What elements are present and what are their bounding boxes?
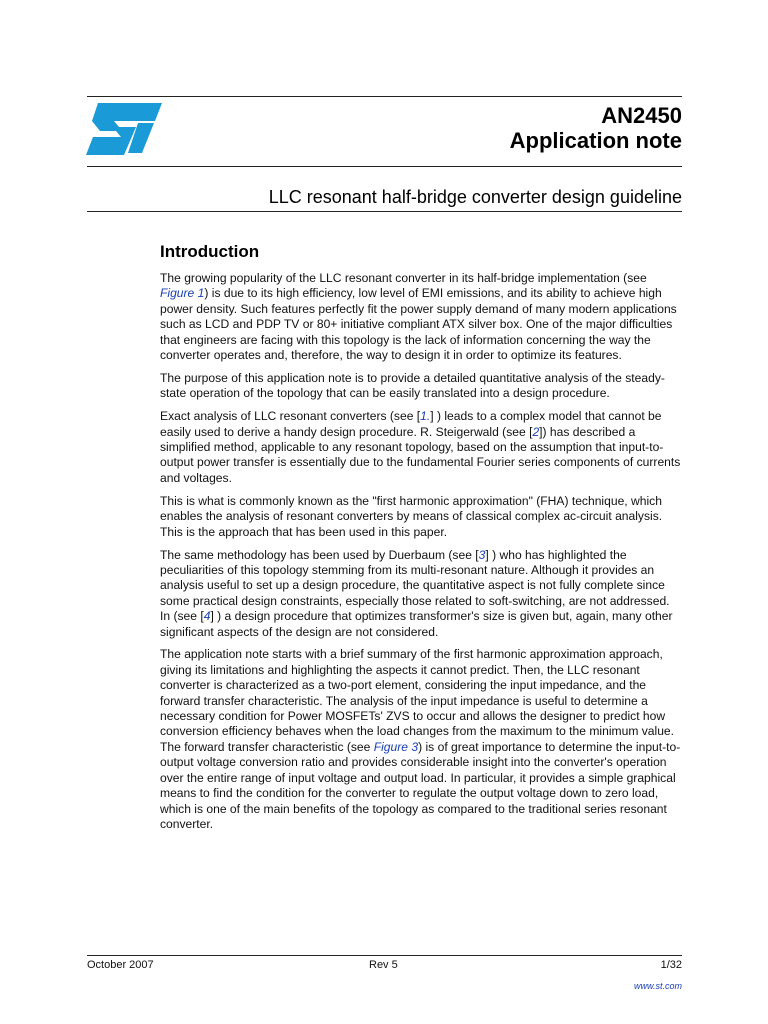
figure-1-link[interactable]: Figure 1 — [160, 286, 205, 301]
document-title: LLC resonant half-bridge converter design guideline — [268, 187, 682, 207]
footer-page-number: 1/32 — [660, 959, 682, 971]
footer-revision: Rev 5 — [369, 959, 398, 971]
paragraph-5: The same methodology has been used by Duerbaum (see [3] ) who has highlighted the peculiarities of this topology stemming from its multi-resonant nature. Although it provides an analysis useful to set up a design procedure, the quantitative aspect is not fully complete since some practical design constraints, especially those related to soft-switching, are not addressed. In (see [4] ) a design procedure that optimizes transformer's size is given but, again, many other significant aspects of the design are not considered. — [160, 547, 673, 639]
section-heading: Introduction — [160, 242, 260, 261]
paragraph-2: The purpose of this application note is to provide a detailed quantitative analysis of the steady-state operation of the topology that can be easily translated into a design procedure. — [160, 370, 665, 401]
intro-section — [160, 241, 682, 840]
st-logo-icon — [84, 101, 164, 157]
footer-date: October 2007 — [87, 959, 154, 971]
document-type: Application note — [509, 128, 682, 153]
figure-3-link[interactable]: Figure 3 — [373, 739, 419, 754]
title-rule — [87, 166, 682, 167]
paragraph-4: This is what is commonly known as the "first harmonic approximation" (FHA) technique, which enables the analysis of resonant converters by means of classical complex ac-circuit analysis. This is the approach that has been used in this paper. — [160, 493, 663, 539]
subtitle-rule — [87, 211, 682, 212]
reference-3-link[interactable]: 3 — [478, 547, 486, 562]
footer-url-link[interactable]: www.st.com — [633, 981, 682, 991]
document-id: AN2450 — [601, 103, 682, 128]
footer-rule — [87, 955, 682, 956]
paragraph-3: Exact analysis of LLC resonant converters (see [1.] ) leads to a complex model that cannot be easily used to derive a handy design procedure. R. Steigerwald (see [2]) has described a simplified method, applicable to any resonant topology, based on the assumption that input-to-output power transfer is essentially due to the fundamental Fourier series components of currents and voltages. — [160, 409, 681, 485]
reference-1-link[interactable]: 1. — [420, 409, 431, 424]
reference-4-link[interactable]: 4 — [203, 609, 211, 624]
top-rule — [87, 96, 682, 97]
paragraph-6: The application note starts with a brief summary of the first harmonic approximation approach, giving its limitations and highlighting the aspects it cannot predict. Then, the LLC resonant converter is characterized as a two-port element, considering the input impedance, and the forward transfer characteristic. The analysis of the input impedance is useful to determine a necessary condition for Power MOSFETs' ZVS to occur and allows the designer to predict how conversion efficiency behaves when the load changes from the maximum to the minimum value. The forward transfer characteristic (see Figure 3) is of great importance to determine the input-to-output voltage conversion ratio and provides considerable insight into the converter's operation over the entire range of input voltage and output load. In particular, it provides a simple graphical means to find the condition for the converter to regulate the output voltage down to zero load, which is one of the main benefits of the topology as compared to the traditional series resonant converter. — [160, 647, 681, 831]
paragraph-1: The growing popularity of the LLC resonant converter in its half-bridge implementation (see Figure 1) is due to its high efficiency, low level of EMI emissions, and its ability to achieve high power density. Such features perfectly fit the power supply demand of many modern applications such as LCD and PDP TV or 80+ initiative compliant ATX silver box. One of the major difficulties that engineers are facing with this topology is the lack of information concerning the way the converter operates and, therefore, the way to design it in order to optimize its features. — [160, 271, 677, 363]
reference-2-link[interactable]: 2 — [532, 424, 540, 439]
